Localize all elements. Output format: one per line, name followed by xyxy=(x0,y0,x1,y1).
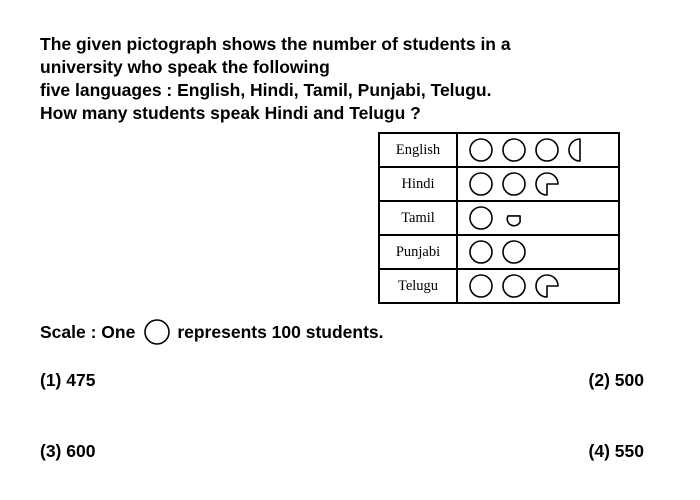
pictograph-row-hindi xyxy=(379,167,619,201)
pictograph-row-tamil xyxy=(379,201,619,235)
option-value: 600 xyxy=(66,441,96,461)
full-circle-icon xyxy=(503,139,525,161)
quarter-circle-icon xyxy=(507,216,520,226)
language-label: Hindi xyxy=(379,167,457,201)
full-circle-icon xyxy=(470,173,492,195)
symbol-cell xyxy=(457,133,619,167)
circle-icon xyxy=(143,318,171,346)
pictograph-row-english xyxy=(379,133,619,167)
pictograph-row-telugu xyxy=(379,269,619,303)
question-line: The given pictograph shows the number of students in a xyxy=(40,34,511,54)
option-number: (3) xyxy=(40,441,62,461)
option-1[interactable] xyxy=(40,370,95,391)
option-value: 550 xyxy=(614,441,644,461)
question-line: How many students speak Hindi and Telugu ? xyxy=(40,103,421,123)
symbol-cell xyxy=(457,201,619,235)
symbols-svg xyxy=(468,203,608,233)
symbol-cell xyxy=(457,235,619,269)
language-label: Telugu xyxy=(379,269,457,303)
question-line: university who speak the following xyxy=(40,57,330,77)
symbols-svg xyxy=(468,271,608,301)
symbols-svg xyxy=(468,169,608,199)
full-circle-icon xyxy=(470,241,492,263)
option-2[interactable] xyxy=(589,370,644,391)
option-number: (4) xyxy=(588,441,610,461)
option-number: (1) xyxy=(40,370,62,390)
option-3[interactable] xyxy=(40,441,95,462)
pictograph-table xyxy=(378,132,620,304)
full-circle-icon xyxy=(503,275,525,297)
language-label: English xyxy=(379,133,457,167)
full-circle-icon xyxy=(470,207,492,229)
symbols-svg xyxy=(468,237,608,267)
symbol-cell xyxy=(457,269,619,303)
scale-suffix: represents 100 students. xyxy=(177,322,384,342)
language-label: Tamil xyxy=(379,201,457,235)
language-label: Punjabi xyxy=(379,235,457,269)
full-circle-icon xyxy=(470,139,492,161)
symbols-svg xyxy=(468,135,608,165)
symbol-cell xyxy=(457,167,619,201)
full-circle-icon xyxy=(470,275,492,297)
full-circle-icon xyxy=(503,241,525,263)
question-text xyxy=(40,33,660,125)
half-circle-icon xyxy=(569,139,580,161)
scale-prefix: Scale : One xyxy=(40,322,136,342)
full-circle-icon xyxy=(503,173,525,195)
question-line: five languages : English, Hindi, Tamil, Punjabi, Telugu. xyxy=(40,80,492,100)
three-quarter-circle-icon xyxy=(536,275,558,297)
full-circle-icon xyxy=(536,139,558,161)
option-value: 475 xyxy=(66,370,96,390)
option-number: (2) xyxy=(588,370,610,390)
option-value: 500 xyxy=(614,370,644,390)
option-4[interactable] xyxy=(589,441,644,462)
scale-legend xyxy=(40,318,384,346)
pictograph-row-punjabi xyxy=(379,235,619,269)
three-quarter-circle-icon xyxy=(536,173,558,195)
